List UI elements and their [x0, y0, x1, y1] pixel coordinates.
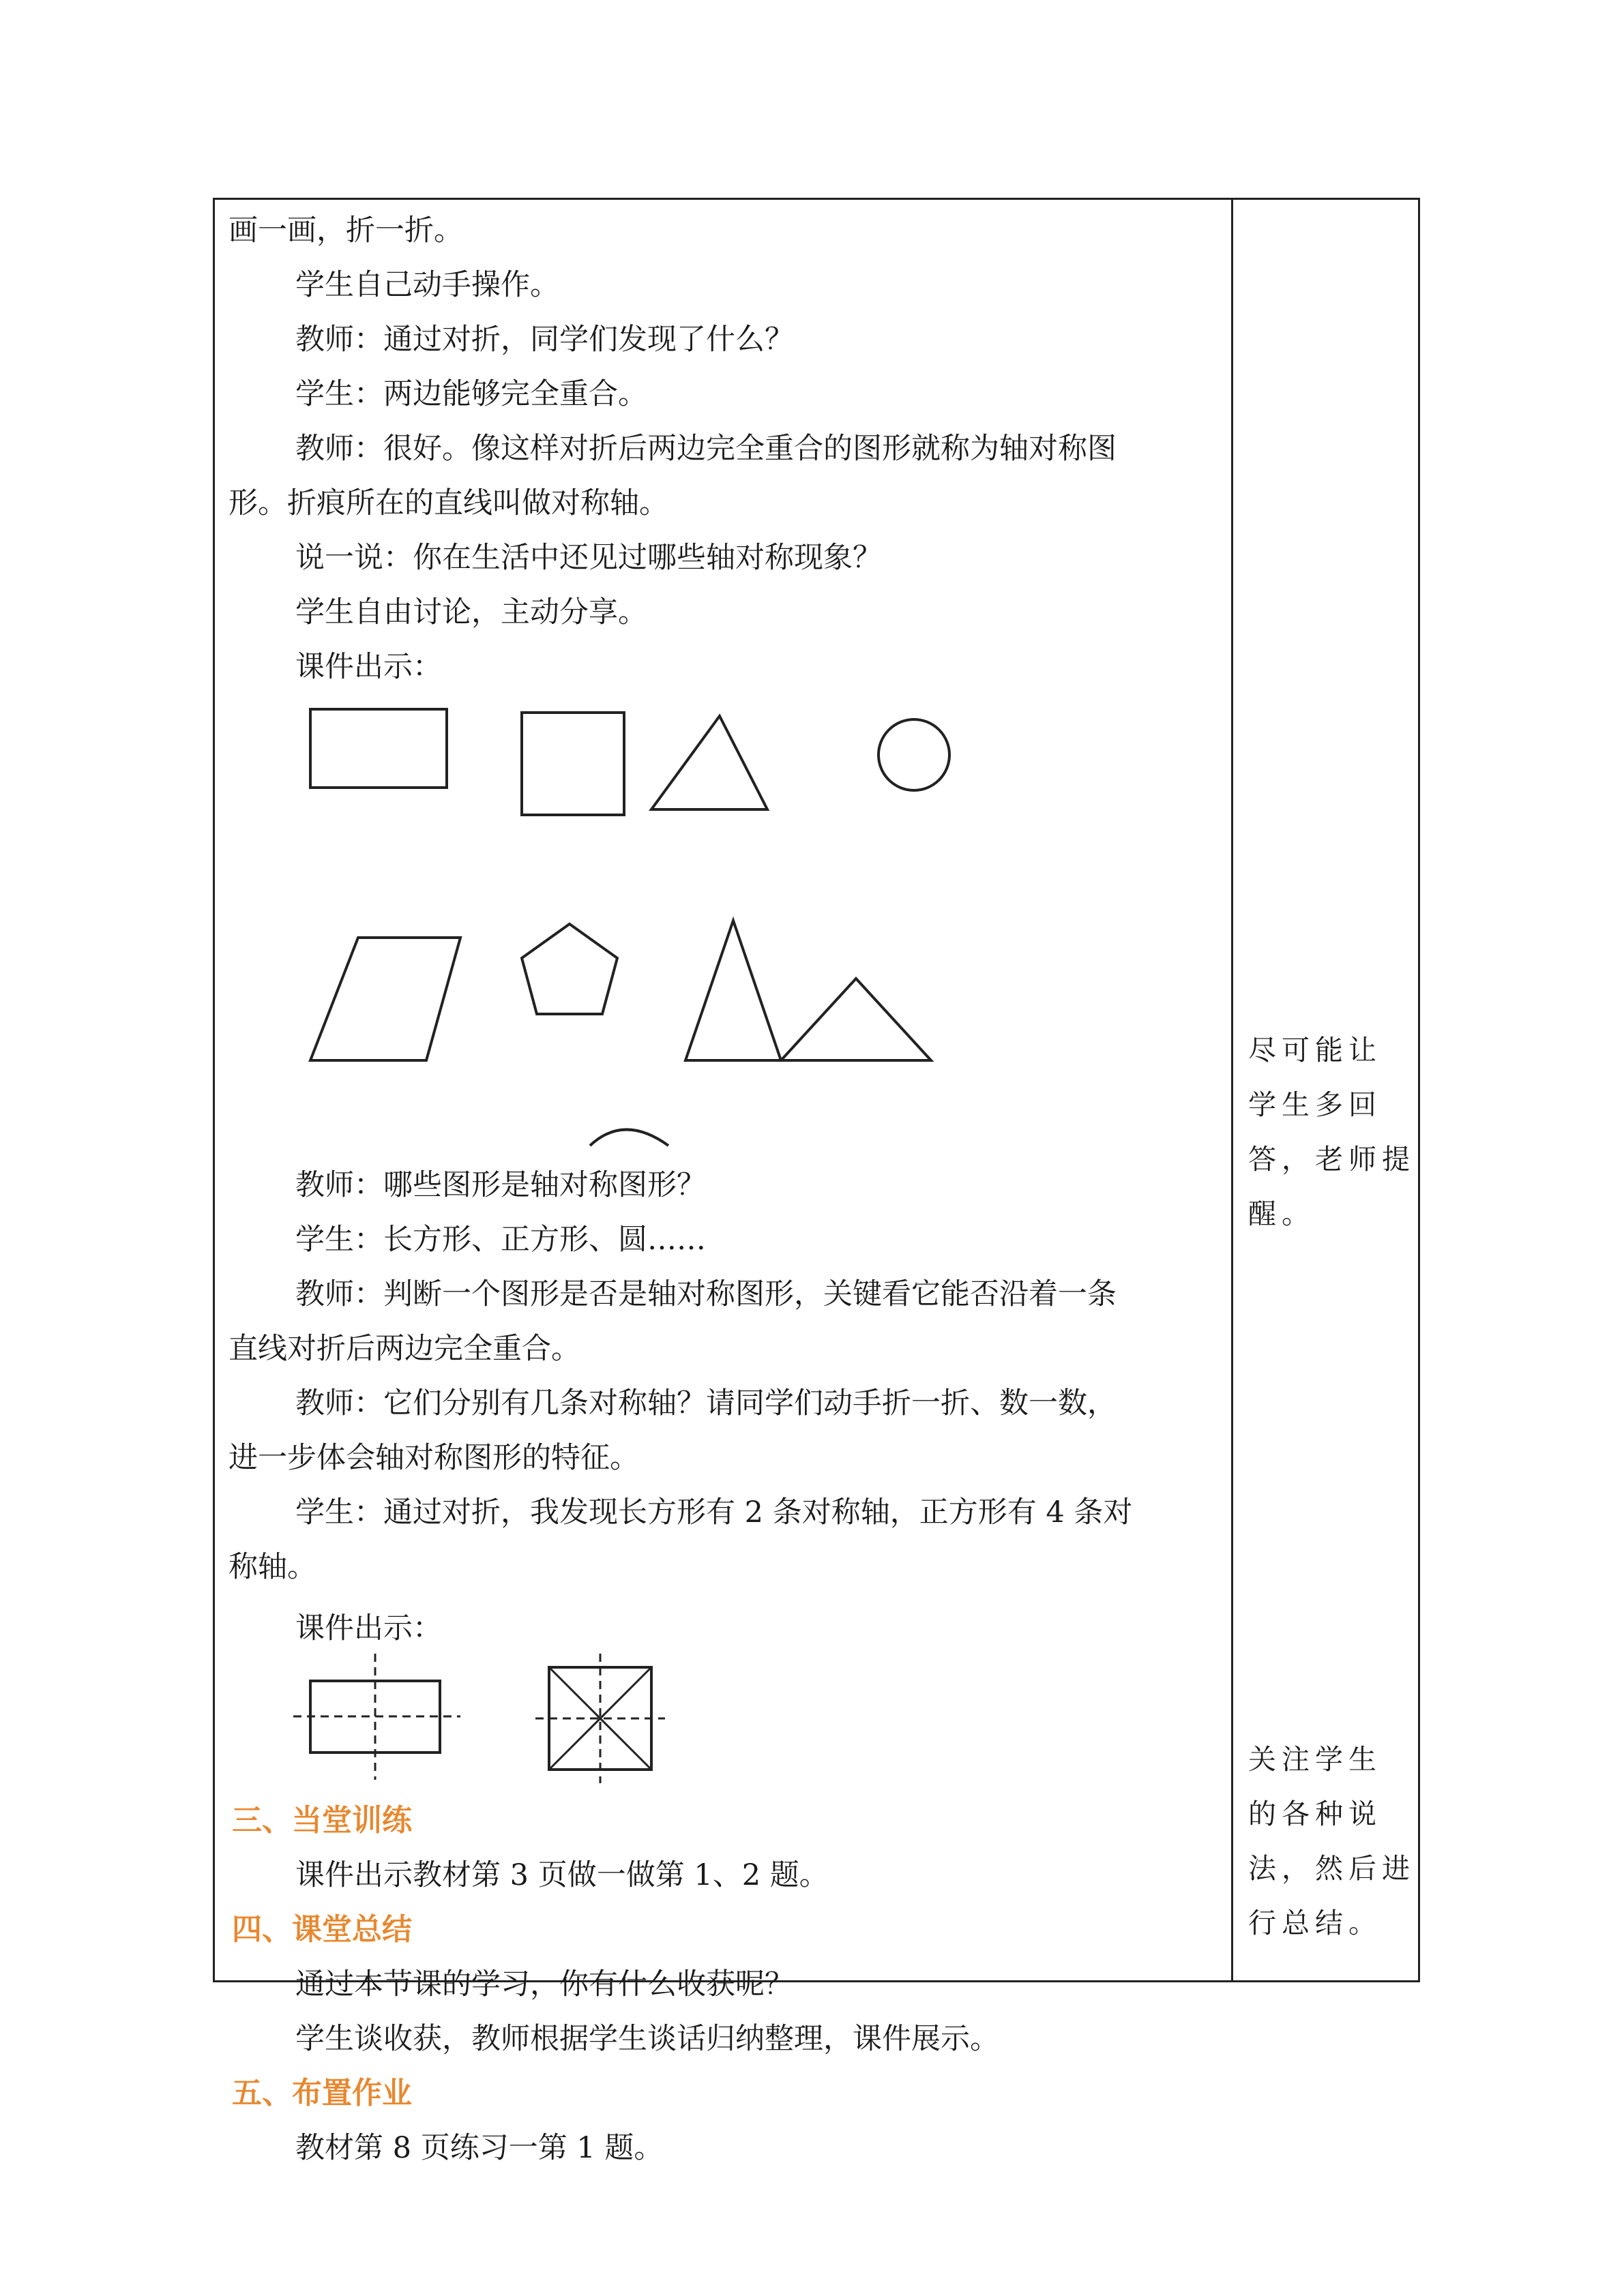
text-line: 教师：很好。像这样对折后两边完全重合的图形就称为轴对称图 — [295, 432, 1117, 466]
text-line: 教师：哪些图形是轴对称图形？ — [295, 1168, 706, 1202]
text-line: 学生谈收获，教师根据学生谈话归纳整理，课件展示。 — [295, 2022, 999, 2056]
text-line: 画一画，折一折。 — [228, 213, 463, 248]
text-line: 学生：通过对折，我发现长方形有 2 条对称轴，正方形有 4 条对 — [295, 1495, 1133, 1530]
note-line: 关注学生 — [1248, 1743, 1382, 1776]
parallelogram-shape — [310, 938, 460, 1060]
note-line: 醒。 — [1248, 1197, 1315, 1230]
rectangle-shape — [310, 709, 447, 788]
right-triangle-shape — [651, 716, 767, 809]
pentagon-shape — [522, 924, 617, 1014]
shapes-figure — [297, 699, 1265, 1163]
note-line: 行总结。 — [1248, 1907, 1382, 1939]
isosceles-triangle-shape — [781, 979, 931, 1060]
note-line: 法，然后进 — [1248, 1852, 1415, 1885]
note-line: 尽可能让 — [1248, 1034, 1382, 1067]
circle-shape — [879, 719, 949, 790]
arc-shape — [590, 1130, 668, 1146]
section-heading-summary: 四、课堂总结 — [232, 1912, 412, 1947]
text-line: 称轴。 — [228, 1550, 316, 1584]
square-shape — [522, 713, 624, 815]
text-line: 课件出示： — [295, 1611, 442, 1645]
section-heading-homework: 五、布置作业 — [232, 2076, 412, 2111]
text-line: 进一步体会轴对称图形的特征。 — [228, 1441, 639, 1475]
text-line: 教师：判断一个图形是否是轴对称图形，关键看它能否沿着一条 — [295, 1277, 1117, 1311]
text-line: 直线对折后两边完全重合。 — [228, 1332, 580, 1366]
equilateral-triangle-shape — [685, 921, 781, 1060]
text-line: 学生自己动手操作。 — [295, 268, 559, 302]
section-heading-practice: 三、当堂训练 — [232, 1803, 412, 1838]
text-line: 教材第 8 页练习一第 1 题。 — [295, 2131, 664, 2165]
note-line: 的各种说 — [1248, 1798, 1382, 1830]
note-line: 答，老师提 — [1248, 1143, 1415, 1176]
text-line: 教师：它们分别有几条对称轴？请同学们动手折一折、数一数， — [295, 1386, 1117, 1420]
symmetry-axes-figure — [290, 1650, 699, 1793]
text-line: 学生：两边能够完全重合。 — [295, 377, 647, 411]
text-line: 课件出示： — [295, 650, 442, 684]
text-line: 学生：长方形、正方形、圆…… — [295, 1223, 706, 1257]
text-line: 形。折痕所在的直线叫做对称轴。 — [228, 486, 668, 520]
text-line: 学生自由讨论，主动分享。 — [295, 595, 647, 629]
text-line: 教师：通过对折，同学们发现了什么？ — [295, 323, 794, 357]
text-line: 通过本节课的学习，你有什么收获呢？ — [295, 1967, 794, 2001]
note-line: 学生多回 — [1248, 1088, 1382, 1121]
text-line: 说一说：你在生活中还见过哪些轴对称现象？ — [295, 541, 882, 575]
text-line: 课件出示教材第 3 页做一做第 1、2 题。 — [295, 1858, 829, 1892]
